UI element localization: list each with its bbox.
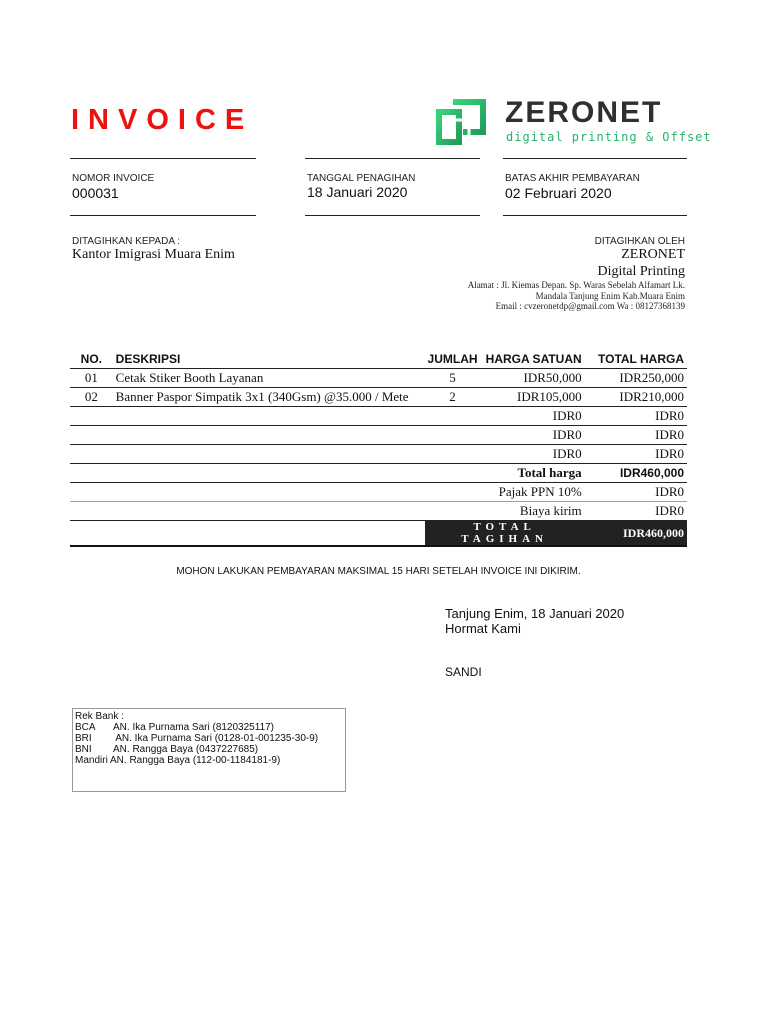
bank-label: Rek Bank : (75, 711, 124, 722)
brand-tagline: digital printing & Offset (506, 130, 712, 144)
zeronet-logo-icon (435, 98, 487, 148)
cell-desc: Cetak Stiker Booth Layanan (115, 370, 264, 385)
table-row (70, 369, 687, 388)
billing-date: 18 Januari 2020 (307, 184, 408, 200)
invoice-number-label: NOMOR INVOICE (72, 173, 155, 184)
invoice-number: 000031 (72, 185, 119, 201)
cell-qty: 2 (425, 388, 481, 407)
cell-no (70, 426, 113, 445)
due-date-label: BATAS AKHIR PEMBAYARAN (505, 173, 640, 184)
cell-price: IDR0 (481, 426, 585, 445)
bill-from-subtitle: Digital Printing (597, 264, 685, 279)
shipping-value: IDR0 (585, 502, 687, 521)
bank-name: BNI (75, 744, 92, 755)
bank-account-row (75, 733, 343, 744)
divider (70, 215, 256, 216)
table-row (70, 445, 687, 464)
due-date: 02 Februari 2020 (505, 185, 612, 201)
cell-desc: Banner Paspor Simpatik 3x1 (340Gsm) @35.000 / Mete (115, 389, 409, 404)
header-qty: JUMLAH (425, 350, 481, 369)
grand-total-label: TOTAL TAGIHAN (425, 521, 585, 547)
signature-name: SANDI (445, 665, 482, 679)
divider (305, 215, 480, 216)
cell-qty: 5 (425, 369, 481, 388)
signature-place-date: Tanjung Enim, 18 Januari 2020 (445, 606, 625, 621)
table-row (70, 407, 687, 426)
tax-value: IDR0 (585, 483, 687, 502)
bank-accounts-box (72, 708, 346, 792)
subtotal-value: IDR460,000 (585, 464, 687, 483)
bank-account-row (75, 744, 343, 755)
divider (70, 158, 256, 159)
billing-date-label: TANGGAL PENAGIHAN (307, 173, 416, 184)
cell-total: IDR210,000 (585, 388, 687, 407)
tax-label: Pajak PPN 10% (70, 483, 585, 502)
divider (503, 158, 687, 159)
cell-total: IDR250,000 (585, 369, 687, 388)
cell-qty (425, 445, 481, 464)
cell-no (70, 407, 113, 426)
contact-line: Email : cvzeronetdp@gmail.com Wa : 08127368139 (495, 301, 685, 311)
divider (503, 215, 687, 216)
cell-price: IDR105,000 (481, 388, 585, 407)
cell-qty (425, 407, 481, 426)
grand-total-spacer (70, 521, 425, 547)
cell-price: IDR0 (481, 407, 585, 426)
bank-name: BRI (75, 733, 92, 744)
header-no: NO. (70, 350, 113, 369)
cell-total: IDR0 (585, 407, 687, 426)
payment-note: MOHON LAKUKAN PEMBAYARAN MAKSIMAL 15 HARI SETELAH INVOICE INI DIKIRIM. (176, 566, 581, 577)
bank-name: BCA (75, 722, 96, 733)
bill-from-name: ZERONET (621, 247, 685, 262)
brand-name: ZERONET (505, 96, 663, 129)
bill-to-label: DITAGIHKAN KEPADA : (72, 236, 180, 247)
divider (305, 158, 480, 159)
subtotal-label: Total harga (70, 464, 585, 483)
cell-price: IDR0 (481, 445, 585, 464)
header-price: HARGA SATUAN (481, 350, 585, 369)
cell-price: IDR50,000 (481, 369, 585, 388)
cell-qty (425, 426, 481, 445)
address-line-1: Alamat : Jl. Kiemas Depan. Sp. Waras Sebelah Alfamart Lk. (467, 280, 685, 290)
invoice-title: INVOICE (71, 104, 254, 136)
cell-no: 01 (70, 369, 113, 388)
cell-no: 02 (70, 388, 113, 407)
tax-row (70, 483, 687, 502)
table-row (70, 388, 687, 407)
bank-account-row (75, 722, 343, 733)
cell-total: IDR0 (585, 445, 687, 464)
table-row (70, 426, 687, 445)
table-header-row (70, 350, 687, 369)
subtotal-row (70, 464, 687, 483)
cell-total: IDR0 (585, 426, 687, 445)
signature-greeting: Hormat Kami (445, 621, 521, 636)
shipping-label: Biaya kirim (70, 502, 585, 521)
header-desc: DESKRIPSI (113, 350, 425, 369)
bank-account-row-mandiri: Mandiri AN. Rangga Baya (112-00-1184181-9) (75, 755, 281, 766)
shipping-row (70, 502, 687, 521)
items-table (70, 350, 687, 547)
bill-to-name: Kantor Imigrasi Muara Enim (72, 247, 235, 262)
bank-detail: AN. Rangga Baya (0437227685) (113, 744, 259, 755)
cell-no (70, 445, 113, 464)
bill-from-label: DITAGIHKAN OLEH (594, 236, 685, 247)
bank-detail: AN. Ika Purnama Sari (8120325117) (113, 722, 275, 733)
grand-total-value: IDR460,000 (585, 521, 687, 547)
address-line-2: Mandala Tanjung Enim Kab.Muara Enim (535, 291, 685, 301)
bank-detail: AN. Ika Purnama Sari (0128-01-001235-30-9) (113, 733, 319, 744)
header-total: TOTAL HARGA (585, 350, 687, 369)
grand-total-row (70, 521, 687, 547)
